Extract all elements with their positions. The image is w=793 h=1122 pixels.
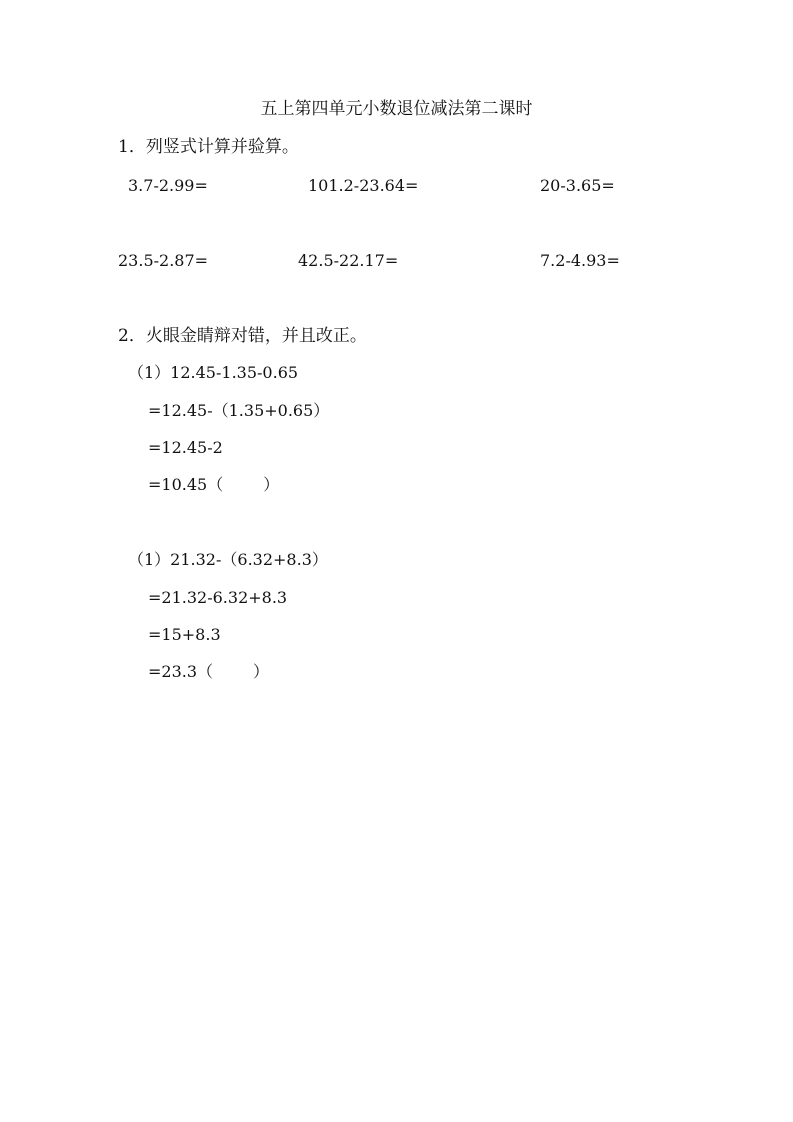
solution-step: =12.45-（1.35+0.65） (148, 401, 330, 420)
problem-expression: （1）12.45-1.35-0.65 (128, 363, 299, 382)
close-paren: ） (263, 475, 280, 494)
close-paren: ） (253, 662, 270, 681)
solution-step: =12.45-2 (148, 438, 223, 457)
solution-step: =15+8.3 (148, 625, 221, 644)
answer-text: =23.3（ (148, 662, 214, 681)
worksheet-title: 五上第四单元小数退位减法第二课时 (260, 99, 533, 119)
calc-exercise: 42.5-22.17= (298, 251, 399, 270)
solution-step: =21.32-6.32+8.3 (148, 588, 288, 607)
calc-exercise: 7.2-4.93= (540, 251, 620, 270)
calc-exercise: 23.5-2.87= (118, 251, 209, 270)
section-2-heading: 2．火眼金睛辩对错，并且改正。 (118, 326, 367, 346)
calc-exercise: 101.2-23.64= (308, 176, 419, 195)
problem-expression: （1）21.32-（6.32+8.3） (128, 550, 328, 569)
answer-text: =10.45（ (148, 475, 224, 494)
calc-exercise: 20-3.65= (540, 176, 615, 195)
solution-step-answer (148, 474, 279, 496)
calc-exercise: 3.7-2.99= (128, 176, 208, 195)
section-1-heading: 1．列竖式计算并验算。 (118, 137, 299, 157)
solution-step-answer (148, 661, 269, 683)
